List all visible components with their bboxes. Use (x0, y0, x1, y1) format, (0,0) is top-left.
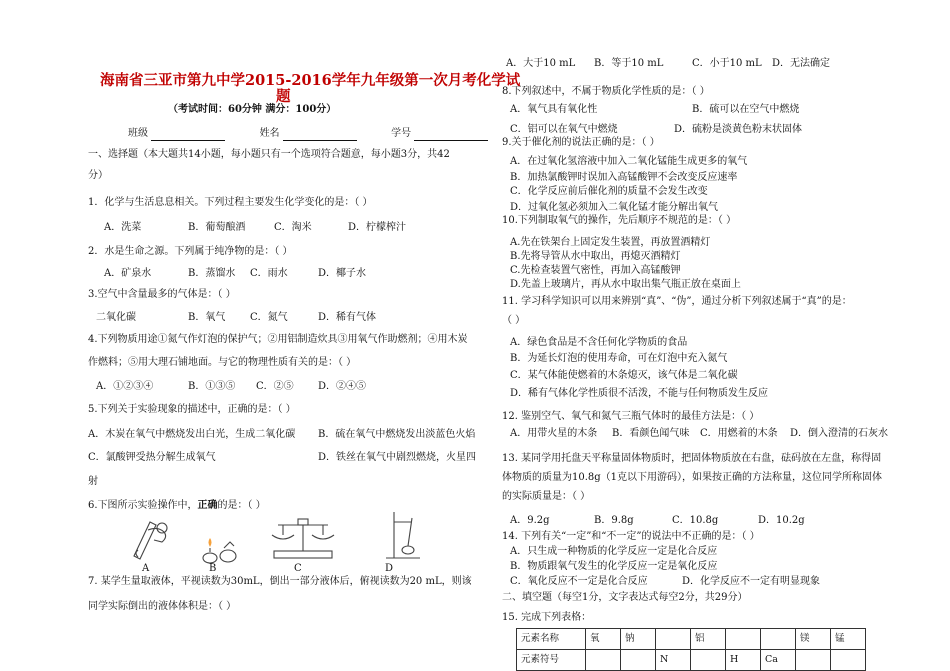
table-cell (621, 650, 656, 671)
q14-option-b: B．物质跟氧气发生的化学反应一定是氧化反应 (510, 561, 718, 572)
table-cell: 镁 (796, 629, 831, 650)
q8-option-a: A．氧气具有氧化性 (510, 104, 598, 115)
q3-option-d: D．稀有气体 (318, 312, 377, 323)
q1-option-a: A．洗菜 (104, 222, 142, 233)
q3-option-b: B．氧气 (188, 312, 226, 323)
q6-diagram-c (268, 515, 338, 561)
exam-title-line2: 题 (276, 88, 291, 105)
q4-option-d: D．②④⑤ (318, 381, 367, 392)
q6-label-b: B (209, 563, 217, 574)
q13-option-b: B．9.8g (594, 515, 634, 526)
q5-option-d-line1: D．铁丝在氧气中剧烈燃烧，火星四 (318, 452, 477, 463)
question-4-line1: 4.下列物质用途①氮气作灯泡的保护气；②用铝制造炊具③用氧气作助燃剂；④用木炭 (88, 334, 468, 345)
table-cell (586, 650, 621, 671)
q2-option-b: B．蒸馏水 (188, 268, 236, 279)
element-table (516, 628, 866, 671)
table-cell: N (656, 650, 691, 671)
name-blank (283, 130, 357, 141)
table-cell: 元素符号 (517, 650, 586, 671)
q2-option-c: C．雨水 (250, 268, 288, 279)
q1-option-d: D．柠檬榨汁 (348, 222, 407, 233)
table-row-symbols (517, 650, 866, 671)
q10-option-d: D.先盖上玻璃片，再从水中取出集气瓶正放在桌面上 (510, 279, 741, 290)
section-choice-line2: 分） (88, 170, 108, 181)
question-10: 10.下列制取氧气的操作，先后顺序不规范的是：（ ） (502, 215, 737, 226)
question-5: 5.下列关于实验现象的描述中，正确的是：（ ） (88, 404, 296, 415)
table-cell (831, 650, 866, 671)
table-cell: 元素名称 (517, 629, 586, 650)
question-9: 9.关于催化剂的说法正确的是：（ ） (502, 137, 660, 148)
q6-diagram-d (378, 508, 428, 562)
id-label: 学号 (391, 128, 412, 139)
section-fill: 二、填空题（每空1分，文字表达式每空2分，共29分） (502, 592, 748, 603)
q6-label-c: C (294, 563, 302, 574)
q13-option-c: C．10.8g (672, 515, 719, 526)
student-info (128, 128, 488, 141)
table-cell (796, 650, 831, 671)
question-8: 8.下列叙述中，不属于物质化学性质的是：（ ） (502, 86, 710, 97)
q6-label-a: A (142, 563, 150, 574)
question-11-line2: （ ） (502, 315, 526, 326)
q6-diagram-a (128, 516, 174, 562)
q14-option-d: D．化学反应不一定有明显现象 (682, 576, 821, 587)
q10-option-b: B.先将导管从水中取出，再熄灭酒精灯 (510, 251, 681, 262)
question-13-line3: 的实际质量是：（ ） (502, 491, 591, 502)
q4-option-b: B．①③⑤ (188, 381, 236, 392)
table-cell: 氧 (586, 629, 621, 650)
q11-option-a: A．绿色食品是不含任何化学物质的食品 (510, 337, 688, 348)
q12-option-c: C．用燃着的木条 (700, 428, 778, 439)
q13-option-d: D．10.2g (758, 515, 805, 526)
q8-option-d: D．硫粉是淡黄色粉末状固体 (674, 124, 803, 135)
q4-option-c: C．②⑤ (256, 381, 294, 392)
q11-option-d: D．稀有气体化学性质很不活泼，不能与任何物质发生反应 (510, 388, 769, 399)
q11-option-c: C．某气体能使燃着的木条熄灭，该气体是二氧化碳 (510, 370, 738, 381)
q12-option-a: A．用带火星的木条 (510, 428, 598, 439)
q1-option-c: C．淘米 (274, 222, 312, 233)
class-label: 班级 (128, 128, 148, 139)
section-choice-line1: 一、选择题（本大题共14小题，每小题只有一个选项符合题意，每小题3分，共42 (88, 149, 450, 160)
q1-option-b: B．葡萄酿酒 (188, 222, 246, 233)
q7-option-a: A．大于10 mL (506, 58, 576, 69)
q7-option-d: D．无法确定 (772, 58, 831, 69)
q8-option-b: B．硫可以在空气中燃烧 (692, 104, 800, 115)
table-cell: Ca (761, 650, 796, 671)
q2-option-d: D．椰子水 (318, 268, 367, 279)
q8-option-c: C．铝可以在氧气中燃烧 (510, 124, 618, 135)
question-12: 12. 鉴别空气、氧气和氮气三瓶气体时的最佳方法是：（ ） (502, 411, 760, 422)
question-7-line2: 同学实际倒出的液体体积是：（ ） (88, 601, 237, 612)
q5-option-c: C．氯酸钾受热分解生成氧气 (88, 452, 216, 463)
exam-title-line1: 海南省三亚市第九中学2015-2016学年九年级第一次月考化学试 (100, 72, 521, 89)
id-blank (414, 130, 488, 141)
question-7-line1: 7. 某学生量取液体，平视读数为30mL，倒出一部分液体后，俯视读数为20 mL，则该 (88, 576, 472, 587)
table-cell: 铝 (691, 629, 726, 650)
question-1: 1．化学与生活息息相关。下列过程主要发生化学变化的是：（ ） (88, 197, 373, 208)
class-blank (151, 130, 225, 141)
q3-option-a: 二氧化碳 (96, 312, 136, 323)
question-11-line1: 11. 学习科学知识可以用来辨别“真”、“伪”，通过分析下列叙述属于“真”的是： (502, 296, 852, 307)
table-cell: H (726, 650, 761, 671)
table-row-names (517, 629, 866, 650)
q6-label-d: D (385, 563, 394, 574)
q14-option-a: A．只生成一种物质的化学反应一定是化合反应 (510, 546, 718, 557)
q12-option-b: B．看颜色闻气味 (612, 428, 690, 439)
q2-option-a: A．矿泉水 (104, 268, 152, 279)
q10-option-a: A.先在铁架台上固定发生装置，再放置酒精灯 (510, 237, 711, 248)
question-13-line2: 体物质的质量为10.8g（1克以下用游码），如果按正确的方法称量，这位同学所称固体 (502, 472, 883, 483)
q6-diagram-b (200, 536, 240, 566)
question-4-line2: 作燃料；⑤用大理石铺地面。与它的物理性质有关的是：（ ） (88, 357, 357, 368)
name-label: 姓名 (259, 128, 280, 139)
q14-option-c: C．氧化反应不一定是化合反应 (510, 576, 648, 587)
table-cell: 钠 (621, 629, 656, 650)
exam-info: （考试时间：60分钟 满分：100分） (168, 104, 337, 115)
q9-option-a: A．在过氧化氢溶液中加入二氧化锰能生成更多的氧气 (510, 156, 748, 167)
q6-emphasis: 正确 (197, 500, 218, 511)
q5-option-d-line2: 射 (88, 476, 98, 487)
question-3: 3.空气中含量最多的气体是：（ ） (88, 289, 236, 300)
q5-option-b: B．硫在氧气中燃烧发出淡蓝色火焰 (318, 429, 476, 440)
q10-option-c: C.先检查装置气密性，再加入高锰酸钾 (510, 265, 681, 276)
q7-option-b: B．等于10 mL (594, 58, 664, 69)
table-cell (761, 629, 796, 650)
q9-option-d: D．过氧化氢必须加入二氧化锰才能分解出氧气 (510, 202, 719, 213)
table-cell (726, 629, 761, 650)
table-cell (691, 650, 726, 671)
q3-option-c: C．氮气 (250, 312, 288, 323)
q7-option-c: C．小于10 mL (692, 58, 762, 69)
q11-option-b: B．为延长灯泡的使用寿命，可在灯泡中充入氮气 (510, 353, 728, 364)
table-cell (656, 629, 691, 650)
q9-option-c: C．化学反应前后催化剂的质量不会发生改变 (510, 186, 708, 197)
question-13-line1: 13. 某同学用托盘天平称量固体物质时，把固体物质放在右盘，砝码放在左盘，称得固 (502, 453, 882, 464)
question-15: 15. 完成下列表格： (502, 612, 592, 623)
table-cell: 锰 (831, 629, 866, 650)
q5-option-a: A．木炭在氧气中燃烧发出白光，生成二氧化碳 (88, 429, 296, 440)
q9-option-b: B．加热氯酸钾时误加入高锰酸钾不会改变反应速率 (510, 172, 738, 183)
question-6: 6.下图所示实验操作中，正确的是：（ ） (88, 500, 266, 511)
q12-option-d: D．倒入澄清的石灰水 (790, 428, 889, 439)
q4-option-a: A．①②③④ (96, 381, 154, 392)
question-14: 14. 下列有关“一定”和“不一定”的说法中不正确的是：（ ） (502, 531, 760, 542)
question-2: 2．水是生命之源。下列属于纯净物的是：（ ） (88, 246, 293, 257)
q13-option-a: A．9.2g (510, 515, 550, 526)
